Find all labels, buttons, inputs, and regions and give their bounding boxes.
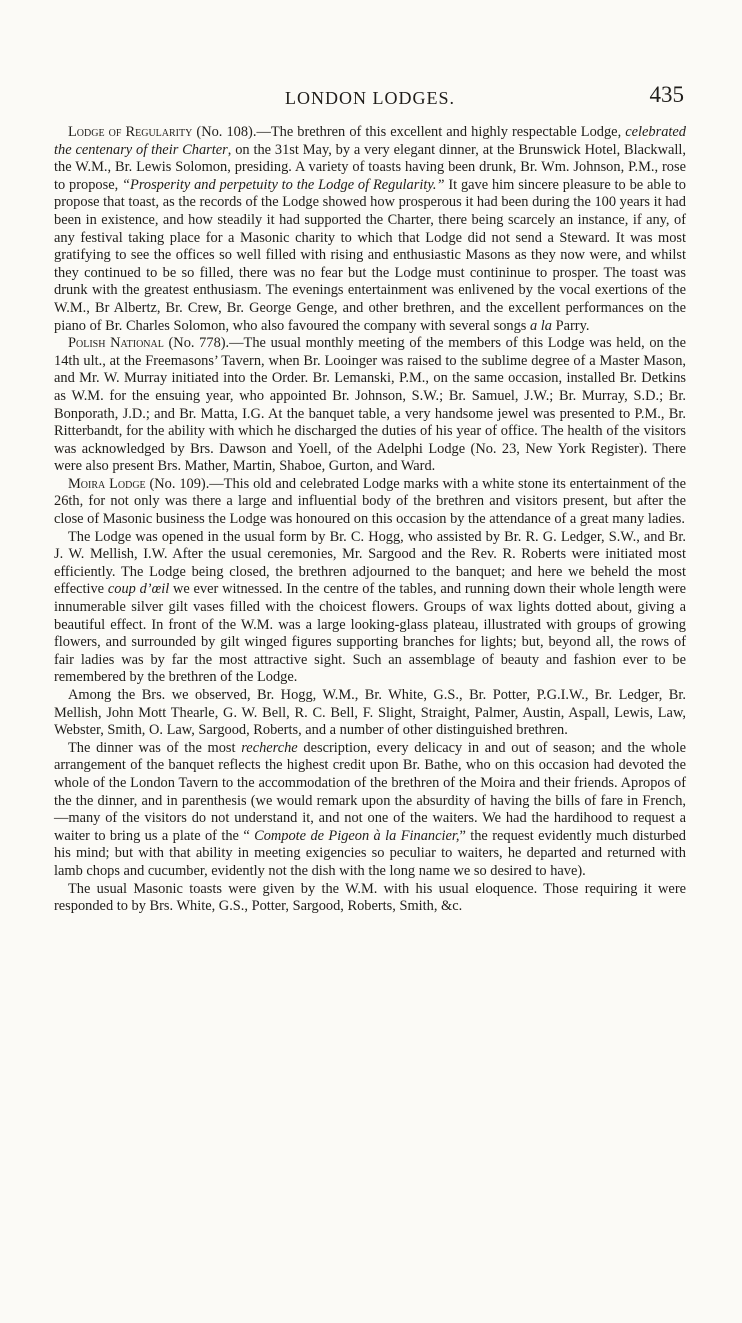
italic-text: “Prosperity and perpetuity to the Lodge of Regularity.” bbox=[122, 176, 445, 193]
paragraph bbox=[54, 529, 686, 687]
italic-text: celebrated the centenary of their Charter bbox=[54, 124, 686, 158]
paragraph bbox=[54, 881, 686, 916]
paragraph bbox=[54, 124, 686, 335]
paragraph bbox=[54, 740, 686, 881]
text-run: (No. 778).—The usual monthly meeting of the members of this Lodge was held, on the 14th ult., at the Freemasons’ Tavern, when Br. Looinger was raised to the sublime degree of a Master Mason, and Mr. W. Murray initiated into the Order. Br. Lemanski, P.M., on the same occasion, installed Br. Detkins as W.M. for the ensuing year, who appointed Br. Johnson, S.W.; Br. Samuel, J.W.; Br. Murray, S.D.; Br. Bonporath, J.D.; and Br. Matta, I.G. At the banquet table, a very handsome jewel was presented to P.M., Br. Ritterbandt, for the ability with which he discharged the duties of his year of office. The health of the visitors was acknowledged by Brs. Dawson and Yoell, of the Adelphi Lodge (No. 23, New York Register). There were also present Brs. Mather, Martin, Shaboe, Gurton, and Ward. bbox=[54, 335, 686, 475]
page-number: 435 bbox=[649, 82, 684, 107]
lodge-name: Lodge of Regularity bbox=[68, 124, 193, 140]
text-run: (No. 108).—The brethren of this excellent and highly respectable Lodge, bbox=[192, 124, 626, 140]
italic-text: a la bbox=[530, 317, 553, 334]
paragraph bbox=[54, 335, 686, 476]
text-run: The dinner was of the most bbox=[68, 739, 242, 756]
page bbox=[54, 82, 687, 916]
lodge-name: Polish National bbox=[68, 335, 164, 352]
text-run: we ever witnessed. In the centre of the tables, and running down their whole length were innumerable silver gilt vases filled with the choicest flowers. Groups of wax lights dotted about, giving a beautiful effect. In front of the W.M. was a large looking-glass plateau, illustrated with groups of growing flowers, and surrounded by gilt winged figures supporting branches for lights; but, beyond all, the rows of fair ladies was by far the most attractive sight. Such an assemblage of beauty and fashion ever to be remembered by the brethren of the Lodge. bbox=[54, 581, 687, 686]
text-run: , on the 31st May, by a very elegant dinner, at the Brunswick Hotel, Blackwall, the W.M., Br. Lewis Solomon, presiding. A variety of toasts having been drunk, Br. Wm. Johnson, P.M., rose to propose, bbox=[54, 141, 686, 193]
italic-text: recherche bbox=[241, 739, 298, 756]
text-run: Parry. bbox=[552, 317, 590, 334]
text-run: ” the request evidently much disturbed his mind; but with that ability in meeting exigencies so peculiar to waiters, he departed and returned with lamb chops and cucumber, evidently not the dish with the long name we so desired to have). bbox=[54, 827, 686, 879]
article-body bbox=[54, 124, 686, 916]
lodge-name: Moira Lodge bbox=[68, 475, 146, 492]
running-head bbox=[54, 82, 686, 124]
paragraph bbox=[54, 687, 686, 740]
paragraph bbox=[54, 476, 686, 529]
text-run: (No. 109).—This old and celebrated Lodge marks with a white stone its entertainment of the 26th, for not only was there a large and influential body of the brethren and visitors present, but after the close of Masonic business the Lodge was honoured on this occasion by the attendance of a great many ladies. bbox=[54, 475, 686, 528]
text-run: The usual Masonic toasts were given by the W.M. with his usual eloquence. Those requiring it were responded to by Brs. White, G.S., Potter, Sargood, Roberts, Smith, &c. bbox=[54, 880, 686, 915]
text-run: It gave him sincere pleasure to be able to propose that toast, as the records of the Lodge showed how prosperous it had been during the 100 years it had been in existence, and how steadily it had supported the Charter, there being scarcely an instance, if any, of any festival taking place for a Masonic charity to which that Lodge did not send a Steward. It was most gratifying to see the offices so well filled with rising and enthusiastic Masons as they now were, and whilst they continued to be so filled, there was no fear but the Lodge must contininue to prosper. The toast was drunk with the greatest enthusiasm. The evenings entertainment was enlivened by the vocal exertions of the W.M., Br Albertz, Br. Crew, Br. George Genge, and other brethren, and the excellent performances on the piano of Br. Charles Solomon, who also favoured the company with several songs bbox=[54, 176, 686, 334]
italic-text: Compote de Pigeon à la Financier, bbox=[254, 827, 460, 844]
italic-text: coup d’œil bbox=[107, 581, 170, 598]
text-run: The Lodge was opened in the usual form by Br. C. Hogg, who assisted by Br. R. G. Ledger, S.W., and Br. J. W. Mellish, I.W. After the usual ceremonies, Mr. Sargood and the Rev. R. Roberts were initiated most efficiently. The Lodge being closed, the brethren adjourned to the banquet; and here we beheld the most effective bbox=[54, 528, 686, 598]
text-run: description, every delicacy in and out of season; and the whole arrangement of the banquet reflects the highest credit upon Br. Bathe, who on this occasion had devoted the whole of the London Tavern to the accommodation of the brethren of the Moira and their friends. Apropos of the the dinner, and in parenthesis (we would remark upon the absurdity of having the bills of fare in French,—many of the visitors do not understand it, and not one of the waiters. We had the hardihood to request a waiter to bring us a plate of the “ bbox=[54, 739, 686, 844]
text-run: Among the Brs. we observed, Br. Hogg, W.M., Br. White, G.S., Br. Potter, P.G.I.W., Br. Ledger, Br. Mellish, John Mott Thearle, G. W. Bell, R. C. Bell, F. Slight, Straight, Palmer, Austin, Aspall, Lewis, Law, Webster, Smith, O. Law, Sargood, Roberts, and a number of other distinguished brethren. bbox=[54, 687, 686, 739]
running-title: LONDON LODGES. bbox=[285, 88, 455, 108]
